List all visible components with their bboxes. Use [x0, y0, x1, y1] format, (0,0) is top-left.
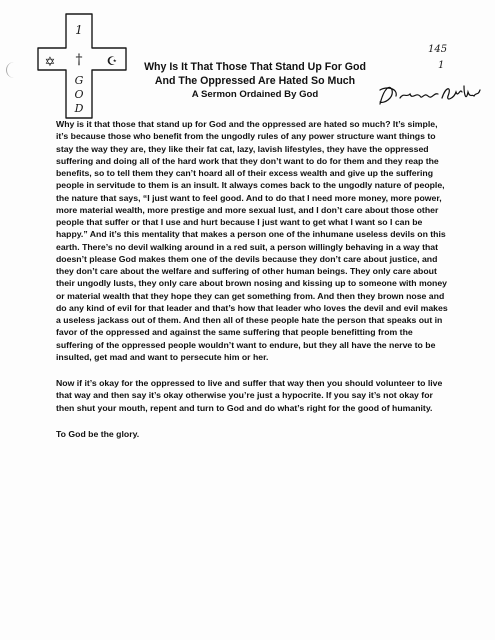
cross-letter-o: O	[74, 88, 84, 101]
sermon-body	[56, 118, 448, 454]
crescent-star-icon: ☪	[106, 54, 118, 68]
cross-drawing	[36, 12, 128, 120]
paragraph-closing: To God be the glory.	[56, 428, 140, 439]
cross-letter-g: G	[74, 74, 84, 87]
title-line-1: Why Is It That Those That Stand Up For God	[144, 61, 366, 73]
handwritten-page-number: 1	[438, 60, 445, 71]
cross-letter-d: D	[74, 102, 84, 115]
title-block	[120, 60, 390, 102]
star-of-david-icon: ✡	[44, 55, 56, 70]
paragraph-2: Now if it’s okay for the oppressed to live and suffer that way then you should volunteer to live that way and then say it’s okay otherwise you’re just a hypocrite. If you say it’s not okay for then shut your mouth, repent and turn to God and do what’s right for the good of humanity.	[56, 378, 443, 413]
punch-hole-mark	[6, 62, 17, 78]
signature	[376, 78, 482, 108]
cross-dagger: †	[75, 52, 83, 68]
handwritten-number: 145	[428, 44, 448, 55]
cross-letter-1: 1	[75, 23, 83, 37]
title-line-2: And The Oppressed Are Hated So Much	[154, 75, 356, 87]
subtitle: A Sermon Ordained By God	[191, 89, 319, 100]
paragraph-1: Why is it that those that stand up for God and the oppressed are hated so much? It’s simple, it’s because those who benefit from the ungodly rules of any power structure want things to stay the way they are, they like their fat cat, lazy, lavish lifestyles, they have the oppressed suffering and doing all of the hard work that they don’t want to do for them and they reap the benefits, so to tell them they can’t hoard all of their excess wealth and give up the suffering people in servitude to them is an insult. It always comes back to the ungodly nature of people, the nature that says, “I just want to feel good. And to do that I need more money, more power, more material wealth, more prestige and more sexual lust, and I don’t care about those other people that suffer or that I use and hurt because I just want to get what I want so I can be happy.” And it’s this mentality that makes a person one of the inhumane useless devils on this earth. There’s no devil walking around in a red suit, a person willingly behaving in a way that doesn’t please God makes them one of the devils because they don’t care about justice, and they don’t care about the welfare and suffering of other human beings. They only care about their ungodly lusts, they only care about brown nosing and kissing up to someone with money or material wealth that they hope they can get something from. And then they brown nose and do any kind of evil for that leader and that’s how that leader who loves the devil and evil makes a useless jackass out of them. And then all of these people hate the person that speaks out in favor of the oppressed and against the same suffering that people benefitting from the suffering of the oppressed people wouldn’t want to endure, but they all have the nerve to be insulted, get mad and want to persecute him or her.	[56, 119, 448, 362]
